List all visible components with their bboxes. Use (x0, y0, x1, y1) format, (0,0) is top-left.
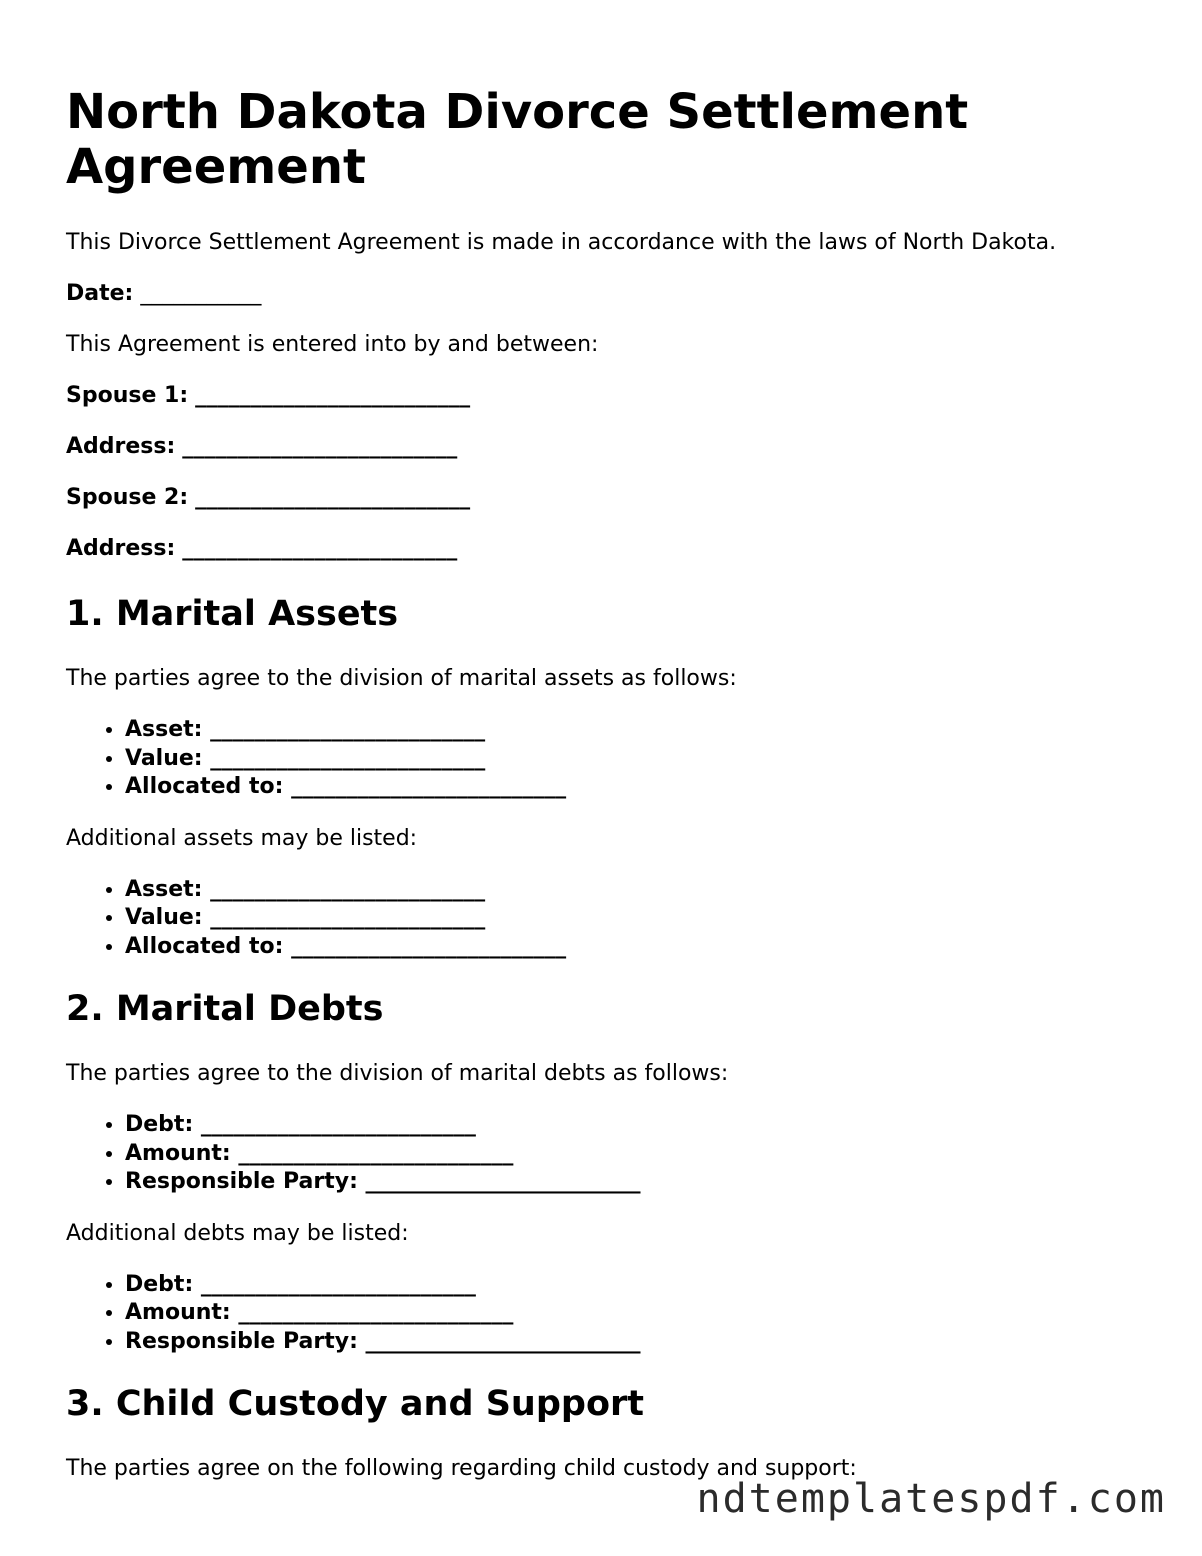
section-heading-assets: 1. Marital Assets (66, 594, 399, 634)
date-field (66, 280, 1166, 308)
intro-paragraph: This Divorce Settlement Agreement is made in accordance with the laws of North Dakota. (66, 230, 1057, 255)
document-title: North Dakota Divorce Settlement Agreement (66, 84, 969, 195)
spouse1-field (66, 382, 1166, 410)
spouse1-blank: _________________________ (195, 383, 471, 408)
spouse1-address-label: Address: (66, 434, 176, 459)
spouse2-address-blank: _________________________ (182, 536, 458, 561)
section-heading-debts: 2. Marital Debts (66, 989, 384, 1029)
debts-additional-list (66, 1271, 1166, 1357)
list-item: • Asset: _________________________ (125, 876, 1166, 905)
list-item: • Value: _________________________ (125, 904, 1166, 933)
debts-additional: Additional debts may be listed: (66, 1220, 409, 1246)
list-item: • Responsible Party: _________________________ (125, 1328, 1166, 1357)
assets-list (66, 716, 1166, 802)
site-watermark: ndtemplatespdf.com (696, 1476, 1166, 1522)
spouse2-field (66, 484, 1166, 512)
spouse2-address-label: Address: (66, 536, 176, 561)
list-item: • Value: _________________________ (125, 745, 1166, 774)
spouse1-label: Spouse 1: (66, 383, 189, 408)
date-blank: ___________ (140, 281, 262, 306)
document-page (66, 0, 1166, 1483)
list-item: • Responsible Party: _________________________ (125, 1168, 1166, 1197)
list-item: • Debt: _________________________ (125, 1271, 1166, 1300)
entered-paragraph: This Agreement is entered into by and between: (66, 332, 599, 357)
spouse1-address-blank: _________________________ (182, 434, 458, 459)
list-item: • Debt: _________________________ (125, 1111, 1166, 1140)
debts-list (66, 1111, 1166, 1197)
debts-intro: The parties agree to the division of marital debts as follows: (66, 1061, 729, 1086)
list-item: • Allocated to: _________________________ (125, 933, 1166, 962)
section-heading-custody: 3. Child Custody and Support (66, 1384, 644, 1424)
list-item: • Amount: _________________________ (125, 1299, 1166, 1328)
assets-additional-list (66, 876, 1166, 962)
custody-intro: The parties agree on the following regarding child custody and support: (66, 1456, 857, 1481)
list-item: • Amount: _________________________ (125, 1140, 1166, 1169)
spouse2-blank: _________________________ (195, 485, 471, 510)
spouse2-label: Spouse 2: (66, 485, 189, 510)
list-item: • Asset: _________________________ (125, 716, 1166, 745)
spouse2-address-field (66, 535, 1166, 563)
spouse1-address-field (66, 433, 1166, 461)
assets-additional: Additional assets may be listed: (66, 825, 418, 851)
date-label: Date: (66, 281, 134, 306)
assets-intro: The parties agree to the division of marital assets as follows: (66, 666, 737, 691)
list-item: • Allocated to: _________________________ (125, 773, 1166, 802)
